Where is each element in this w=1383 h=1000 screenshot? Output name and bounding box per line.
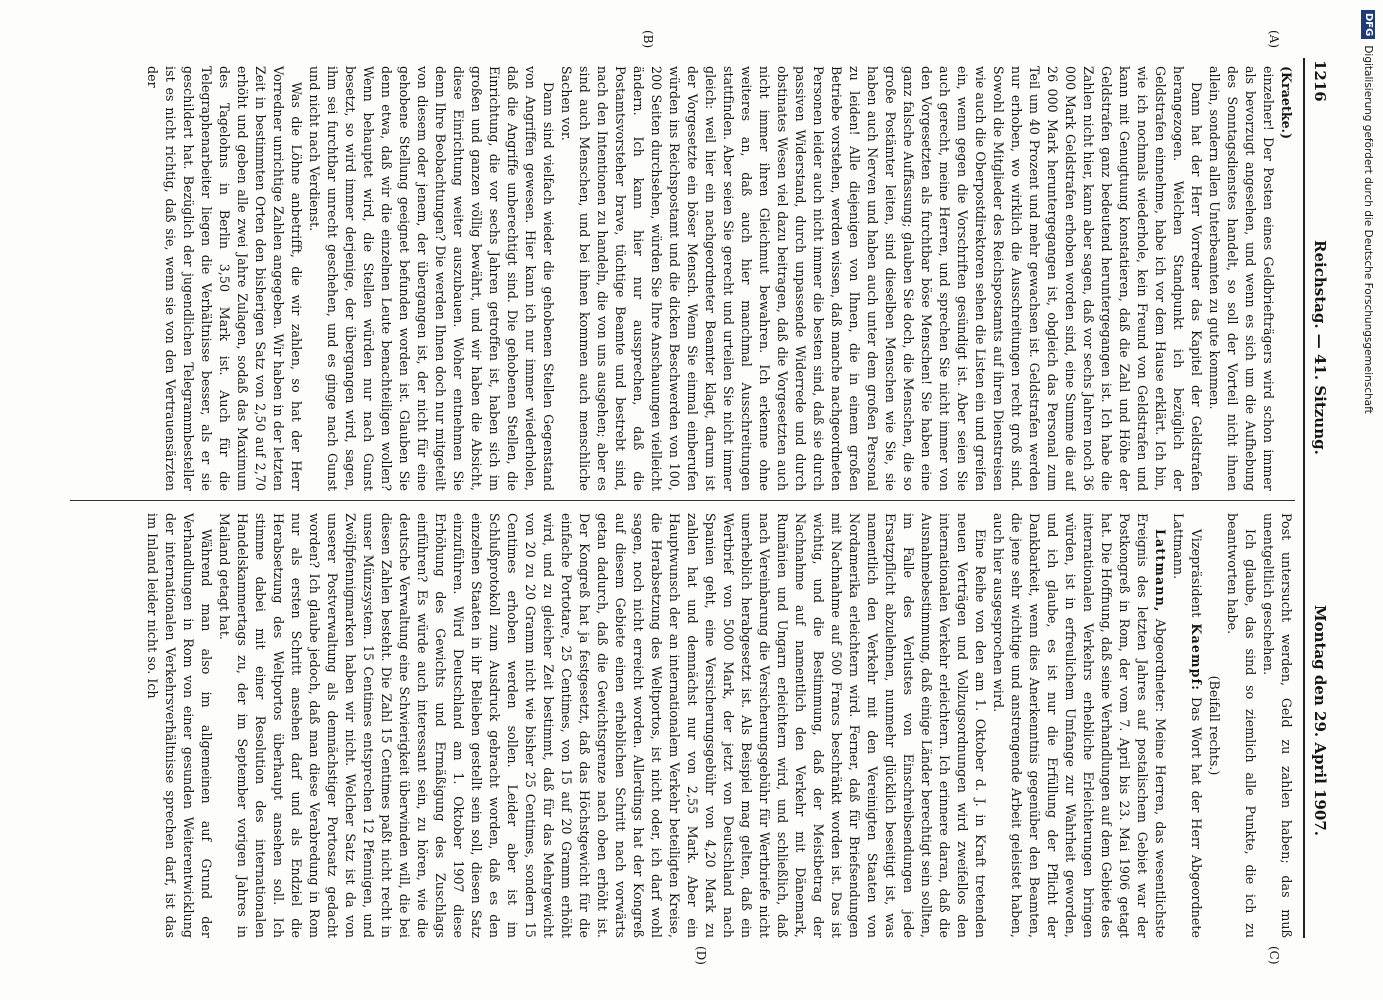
right-column xyxy=(70,513,1295,938)
applause-note: (Beifall rechts.) xyxy=(1207,675,1222,776)
session-date: Montag den 29. April 1907. xyxy=(1311,605,1329,836)
dfg-logo-icon: DFG xyxy=(1361,10,1375,39)
paragraph: Dann hat der Herr Vorredner das Kapitel der Geldstrafen herangezogen. Welchen Standpunkt ich bezüglich der Geldstrafen einnehme, habe ich vor dem Hause erklärt. Ich bin, wie ich nochmals wiederhole, kein Freund von Geldstrafen und kann mit Genugtuung konstatieren, daß die Zahl und Höhe der Geldstrafen ganz bedeutend heruntergegangen ist. Ich habe die Zahlen nicht hier, kann aber sagen, daß vor sechs Jahren noch 36 000 Mark Geldstrafen erhoben worden sind, eine Summe die auf 26 000 Mark heruntergegangen ist, obgleich das Personal zum Teil um 40 Prozent und mehr gewachsen ist. Geldstrafen werden nur erhoben, wo wirklich die Ausschreitungen recht groß sind. Sowohl die Mitglieder des Reichspostamts auf ihren Dienstreisen wie auch die Oberpostdirektoren sehen die Listen ein und greifen ein, wenn gegen die Vorschriften gesündigt ist. Aber seien Sie auch gerecht, meine Herren, und sprechen Sie nicht immer von den Vorgesetzten als furchtbar böse Menschen! Sie haben eine ganz falsche Auffassung; glauben Sie doch, die Menschen, die so große Postämter leiten, sind dieselben Menschen wie Sie, sie haben auch Nerven und haben auch unter dem großen Personal zu leiden! Alle diejenigen von Ihnen, die in einem großen Betriebe vorstehen, werden wissen, daß manche nachgeordneten Personen leider auch nicht immer die besten sind, daß sie durch passiven Widerstand, durch unpassende Widerrede und durch obstinates Wesen viel dazu beitragen, daß die Vorgesetzten auch nicht immer ihren Gleichmut bewahren. Ich erkenne ohne weiteres an, daß auch hier manchmal Ausschreitungen stattfinden. Aber seien Sie gerecht und urteilen Sie nicht immer gleich: weil hier ein nachgeordneter Beamter klagt, darum ist der Vorgesetzte ein böser Mensch. Wenn Sie einmal einberufen würden ins Reichspostamt und die dicken Beschwerden von 100, 200 Seiten durchsehen, würden Sie Ihre Anschauungen vielleicht ändern. Ich kann hier nur aussprechen, daß die Postamtsvorsteher brave, tüchtige Beamte und bestrebt sind, nach den Intentionen zu handeln, die von uns ausgehen; aber es sind auch Menschen, und bei ihnen kommen auch menschliche Sachen vor. xyxy=(559,66,1204,491)
speaker-name: Lattmann, xyxy=(1153,529,1168,613)
column-divider xyxy=(70,500,1295,501)
paragraph: Dann sind vielfach wieder die gehobenen Stellen Gegenstand von Angriffen gewesen. Hier kann ich nur immer wiederholen, daß die Angriffe unberechtigt sind. Die gehobenen Stellen, die Einrichtung, die vor sechs Jahren getroffen ist, haben sich im großen und ganzen völlig bewährt, und wir haben die Absicht, diese Einrichtung weiter auszubauen. Woher entnehmen Sie denn Ihre Beobachtungen? Die werden Ihnen doch nur mitgeteilt von diesem oder jenem, der übergangen ist, der nicht für eine gehobene Stellung geeignet befunden worden ist. Glauben Sie denn etwa, daß wir die einzelnen Leute benachteiligen wollen? Wenn behauptet wird, die Stellen würden nur nach Gunst besetzt, so wird immer derjenige, der übergangen wird, sagen, ihm sei furchtbar unrecht geschehen, und es ginge nach Gunst und nicht nach Verdienst. xyxy=(307,66,556,491)
paragraph: Was die Löhne anbetrifft, die wir zahlen, so hat der Herr Vorredner unrichtige Zahlen angegeben. Wir haben in der letzten Zeit in bestimmten Orten den bisherigen Satz von 2,50 auf 2,70 erhöht und geben alle zwei Jahre Zulagen, sodaß das Maximum des Tagelohns in Berlin 3,50 Mark ist. Auch für die Telegraphenarbeiter liegen die Verhältnisse besser, als er sie geschildert hat. Bezüglich der jugendlichen Telegrammbesteller ist es nicht richtig, daß sie, wenn sie von den Vertrauensärzten der xyxy=(145,66,304,491)
paragraph: Post untersucht werden, Geld zu zahlen haben; das muß unentgeltlich geschehen. xyxy=(1261,513,1294,938)
page-number: 1216 xyxy=(1311,60,1329,102)
margin-marker-c: (C) xyxy=(1267,946,1281,965)
left-column xyxy=(70,66,1295,491)
speaker-paragraph xyxy=(989,513,1169,938)
paragraph: Während man also im allgemeinen auf Grund der Verhandlungen in Rom von einer gesunden Weiterentwicklung der internationalen Verkehrsverhältnisse sprechen darf, ist das im Inland leider nicht so. Ich xyxy=(145,513,214,938)
paragraph: einzelner! Der Posten eines Geldbriefträgers wird schon immer als bevorzugt angesehen, und wenn es sich um die Aufhebung des Sonntagsdienstes handelt, so soll der Vorteil nicht ihnen allein, sondern allen Unterbeamten zu gute kommen. xyxy=(1207,66,1276,491)
vice-president-text: Das Wort hat der Herr Abgeordnete Lattmann. xyxy=(1171,513,1204,938)
speaker-text: Abgeordneter: Meine Herren, das wesentlichste Ereignis des letzten Jahres auf postalischem Gebiet war der Postkongreß in Rom, der vom 7. April bis 23. Mai 1906 getagt hat. Die Hoffnung, daß seine Verhandlungen auf dem Gebiete des internationalen Verkehrs erhebliche Erleichterungen bringen würden, ist in erfreulichem Umfange zur Wahrheit geworden, und ich glaube, es ist nur die Erfüllung der Pflicht der Dankbarkeit, wenn dies Anerkenntnis gegenüber den Beamten, die jene sehr wichtige und anstrengende Arbeit geleistet haben, auch hier ausgesprochen wird. xyxy=(991,513,1168,938)
speaker-tag: (Kraetke.) xyxy=(1279,66,1294,140)
margin-marker-a: (A) xyxy=(1267,30,1281,49)
vice-president-name: Kaempf: xyxy=(1189,623,1204,692)
session-title: Reichstag. — 41. Sitzung. xyxy=(1311,240,1329,455)
margin-marker-d: (D) xyxy=(694,946,708,965)
margin-marker-b: (B) xyxy=(641,30,655,49)
credit-text: Digitalisierung gefördert durch die Deutsche Forschungsgemeinschaft xyxy=(1362,45,1374,414)
paragraph: Eine Reihe von den am 1. Oktober d. J. in Kraft tretenden neuen Verträgen und Vollzugsordnungen wird zweifellos den internationalen Verkehr erleichtern. Ich erinnere daran, daß die Ausnahmebestimmung, daß einige Länder berechtigt sein sollten, im Falle des Verlustes von Einschreibsendungen jede Ersatzpflicht abzulehnen, nunmehr glücklich beseitigt ist, was namentlich den Verkehr mit den Vereinigten Staaten von Nordamerika erleichtern wird. Ferner, daß für Briefsendungen mit Nachnahme auf 500 Francs beschränkt worden ist. Das ist wichtig, und die Bestimmung, daß der Meistbetrag der Nachnahme auf namentlich den Verkehr mit Dänemark, Rumänien und Ungarn erleichtern wird, und schließlich, daß nach Vereinbarung die Versicherungsgebühr für Wertbriefe nicht unerheblich herabgesetzt ist. Als Beispiel mag gelten, daß ein Wertbrief von 5000 Mark, der jetzt von Deutschland nach Spanien geht, eine Versicherungsgebühr von 4,20 Mark zu zahlen hat und demnächst nur von 2,55 Mark. Aber ein Hauptwunsch der an internationalem Verkehr beteiligten Kreise, die Herabsetzung des Weltportos, ist nicht oder, ich darf wohl sagen, noch nicht erreicht worden. Allerdings hat der Kongreß auf diesem Gebiete einen erheblichen Schritt nach vorwärts getan dadurch, daß die Gewichtsgrenze nach oben erhöht ist. Der Kongreß hat ja festgesetzt, daß das Höchstgewicht für die einfache Portotare, 25 Centimes, von 15 auf 20 Gramm erhöht wird, und zu gleicher Zeit bestimmt, daß für das Mehrgewicht von 20 zu 20 Gramm nicht wie bisher 25 Centimes, sondern 15 Centimes erhoben werden sollen. Leider aber ist im Schlußprotokoll zum Ausdruck gebracht worden, daß es den einzelnen Staaten in ihr Belieben gestellt sein soll, diesen Satz einzuführen. Wird Deutschland am 1. Oktober 1907 diese Erhöhung des Gewichts und Ermäßigung des Zuschlags einführen? Es würde auch interessant sein, zu hören, wie die deutsche Verwaltung eine Schwierigkeit überwinden will, die bei diesen Zahlen besteht. Die Zahl 15 Centimes paßt nicht recht in unser Münzsystem. 15 Centimes entsprechen 12 Pfennigen, und Zwölfpfennigmarken haben wir nicht. Welcher Satz ist da von unserer Postverwaltung als demnächstiger Portosatz gedacht worden? Ich glaube jedoch, daß man diese Verabredung in Rom nur als ersten Schritt ansehen darf und als Endziel die Herabsetzung des Weltportos überhaupt ansehen soll. Ich stimme dabei mit einer Resolution des internationalen Handelskammertags zu, der im September vorigen Jahres in Mailand getagt hat. xyxy=(217,513,988,938)
vice-president-paragraph xyxy=(1169,513,1205,938)
vice-president-label: Vizepräsident xyxy=(1189,529,1204,618)
header-rule xyxy=(1303,58,1305,938)
paragraph: Ich glaube, das sind so ziemlich alle Punkte, die ich zu beantworten habe. xyxy=(1225,513,1258,938)
digitization-credit xyxy=(1358,10,1378,995)
rotated-page-content xyxy=(43,0,1383,1000)
page-header xyxy=(1309,0,1329,1000)
